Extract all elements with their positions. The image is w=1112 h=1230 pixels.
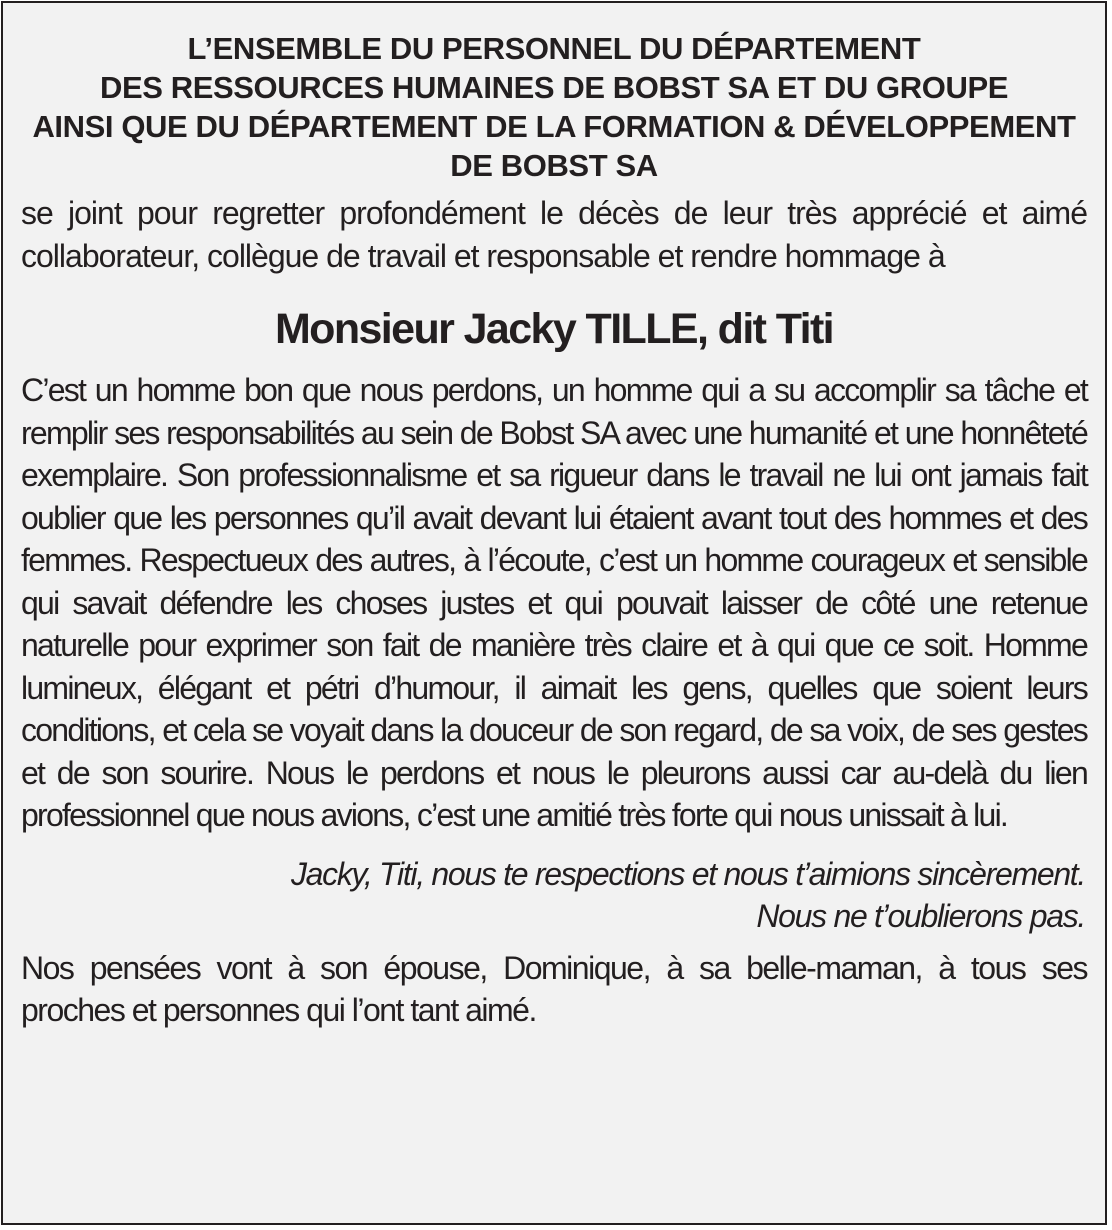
- obituary-notice: [1, 1, 1107, 1225]
- heading-line: DE BOBST SA: [450, 148, 658, 183]
- tribute-paragraph: C’est un homme bon que nous perdons, un homme qui a su accomplir sa tâche et remplir ses responsabilités au sein de Bobst SA avec une humanité et une honnêteté exemplaire. Son professionnalisme et sa rigueur dans le travail ne lui ont jamais fait oublier que les personnes qu’il avait devant lui étaient avant tout des hommes et des femmes. Respectueux des autres, à l’écoute, c’est un homme courageux et sensible qui savait défendre les choses justes et qui pouvait laisser de côté une retenue naturelle pour exprimer son fait de manière très claire et à qui que ce soit. Homme lumineux, élégant et pétri d’humour, il aimait les gens, quelles que soient leurs conditions, et cela se voyait dans la douceur de son regard, de sa voix, de ses gestes et de son sourire. Nous le perdons et nous le pleurons aussi car au-delà du lien professionnel que nous avions, c’est une amitié très forte qui nous unissait à lui.: [21, 372, 1087, 833]
- thoughts-paragraph: Nos pensées vont à son épouse, Dominique, à sa belle-maman, à tous ses proches et personnes qui l’ont tant aimé.: [21, 949, 1087, 1028]
- heading-line: L’ENSEMBLE DU PERSONNEL DU DÉPARTEMENT: [187, 31, 921, 66]
- deceased-name: Monsieur Jacky TILLE, dit Titi: [274, 305, 834, 353]
- intro-paragraph: se joint pour regretter profondément le décès de leur très apprécié et aimé collaborateur, collègue de travail et responsable et rendre hommage à: [21, 195, 1087, 274]
- heading-line: DES RESSOURCES HUMAINES DE BOBST SA ET DU GROUPE: [99, 70, 1009, 105]
- notice-heading: [21, 29, 1087, 185]
- closing-message: [21, 853, 1085, 937]
- closing-line: Jacky, Titi, nous te respections et nous t’aimions sincèrement.: [290, 855, 1085, 892]
- heading-line: AINSI QUE DU DÉPARTEMENT DE LA FORMATION & DÉVELOPPEMENT: [32, 109, 1076, 144]
- closing-line: Nous ne t’oublierons pas.: [756, 897, 1085, 934]
